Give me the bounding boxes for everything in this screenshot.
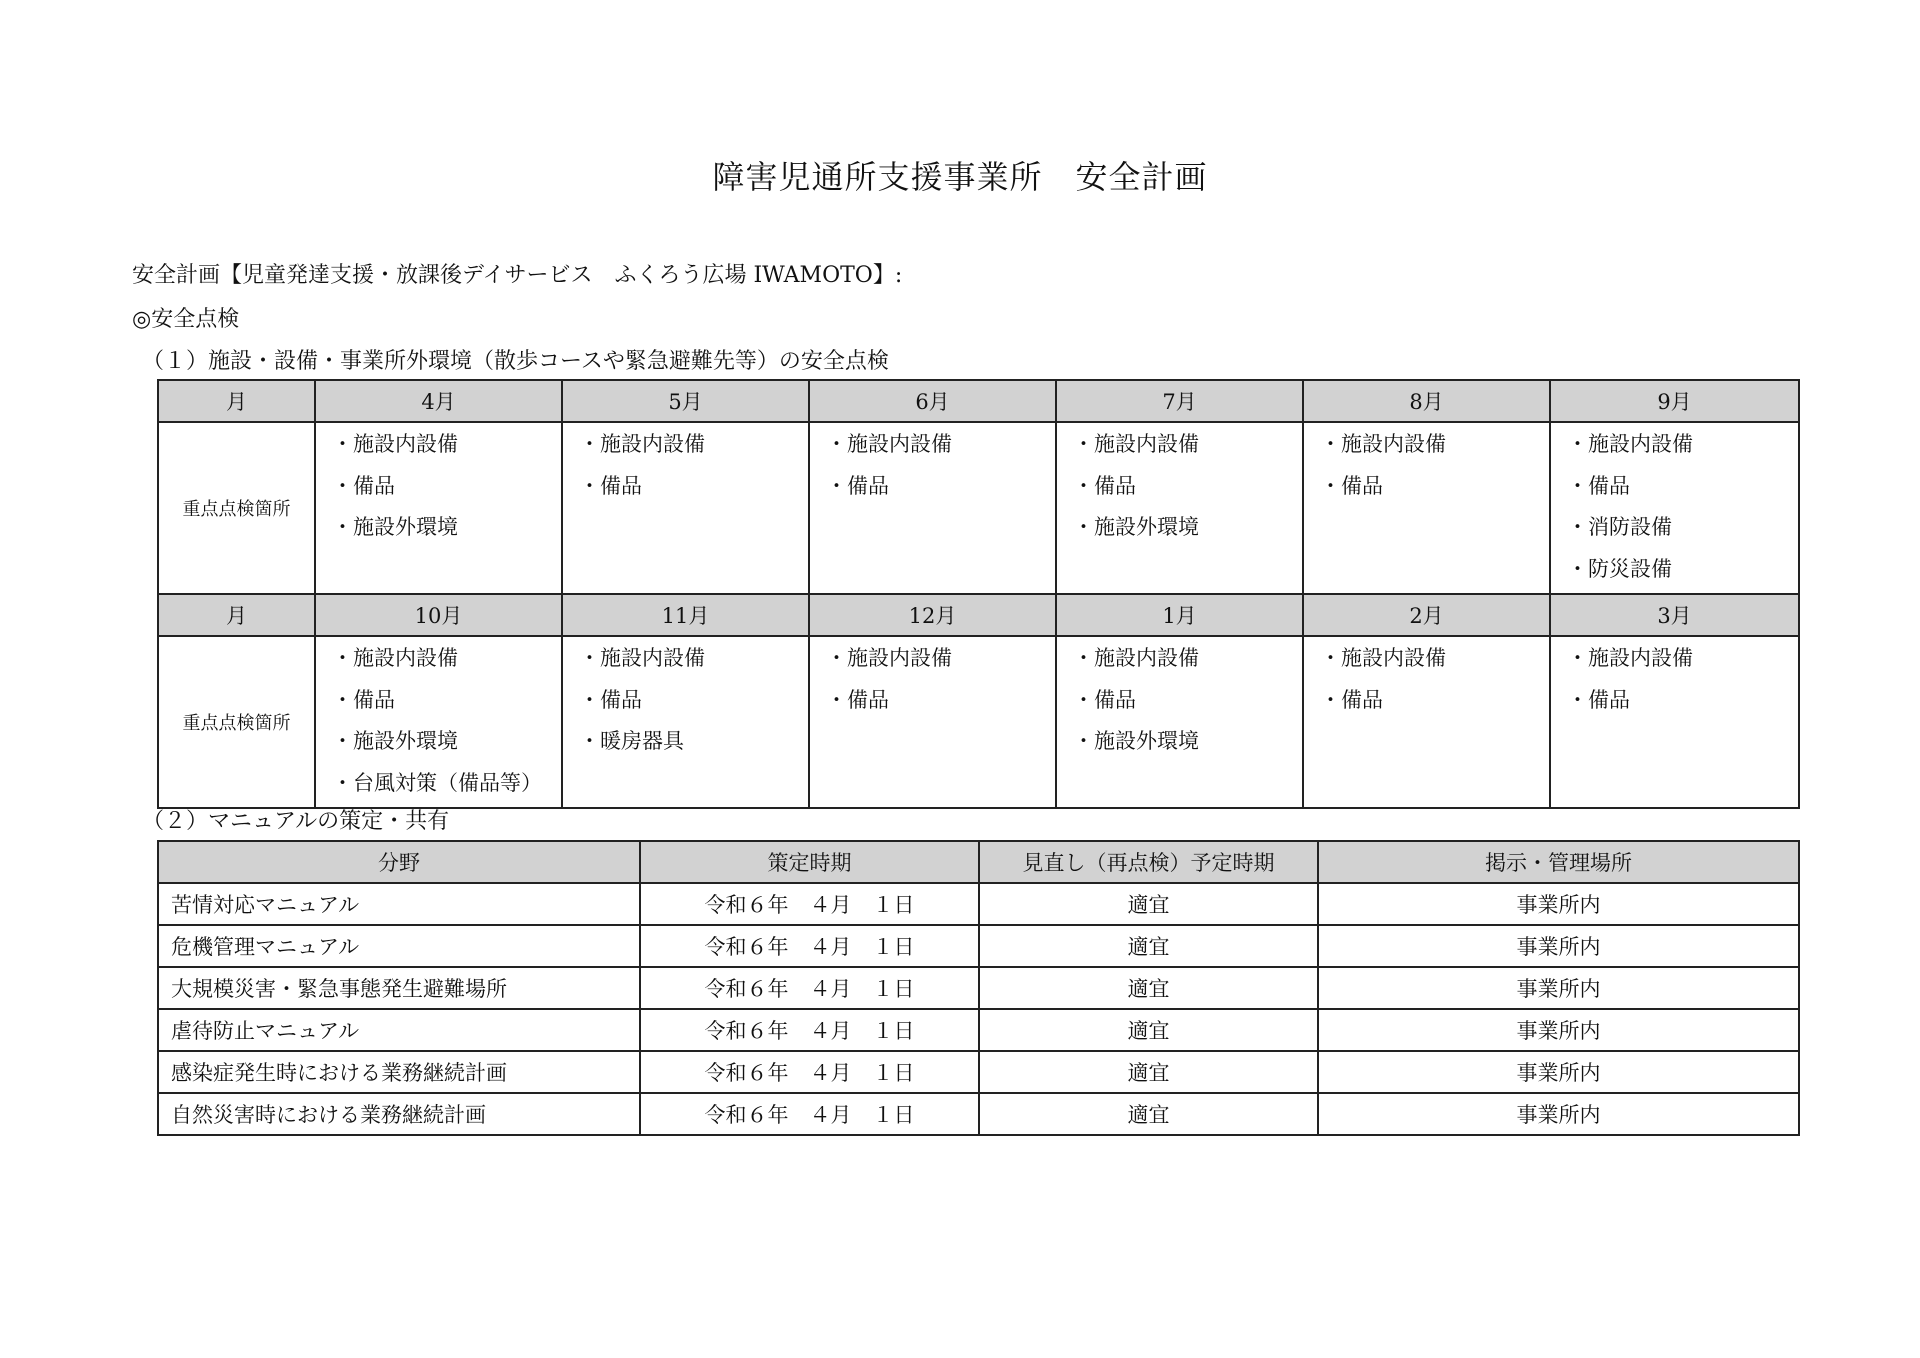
inspection-item: ・備品 [1073,473,1136,498]
month-cell: 9月 [1550,380,1799,422]
inspection-items-cell [315,636,562,808]
plan-heading: 安全計画【児童発達支援・放課後デイサービス ふくろう広場 IWAMOTO】: [132,263,903,288]
month-label-cell: 月 [158,594,315,636]
inspection-item: ・備品 [579,473,642,498]
manual-review-cell: 適宜 [979,967,1318,1009]
manual-review-cell: 適宜 [979,1009,1318,1051]
month-cell: 1月 [1056,594,1303,636]
month-header-row [158,594,1799,636]
month-label-cell: 月 [158,380,315,422]
inspection-item: ・備品 [826,473,889,498]
table-row [158,967,1799,1009]
month-cell: 3月 [1550,594,1799,636]
header-posting-location: 掲示・管理場所 [1318,841,1799,883]
table-row [158,1051,1799,1093]
inspection-items-cell [809,636,1056,808]
manual-field-cell: 感染症発生時における業務継続計画 [158,1051,640,1093]
inspection-item: ・施設外環境 [1073,515,1199,539]
manual-date-cell: 令和６年 ４月 １日 [640,1051,979,1093]
month-cell: 5月 [562,380,809,422]
month-cell: 8月 [1303,380,1550,422]
manual-date-cell: 令和６年 ４月 １日 [640,1009,979,1051]
inspection-items-cell [1303,422,1550,594]
inspection-item: ・備品 [826,687,889,712]
header-established-date: 策定時期 [640,841,979,883]
inspection-item: ・施設内設備 [1073,646,1199,670]
table-row [158,883,1799,925]
manual-review-cell: 適宜 [979,1051,1318,1093]
manual-location-cell: 事業所内 [1318,883,1799,925]
inspection-items-row [158,422,1799,594]
manual-review-cell: 適宜 [979,925,1318,967]
inspection-item: ・備品 [332,473,395,498]
month-cell: 4月 [315,380,562,422]
manual-review-cell: 適宜 [979,1093,1318,1135]
manual-field-cell: 危機管理マニュアル [158,925,640,967]
table-row [158,1009,1799,1051]
inspection-item: ・施設内設備 [1073,432,1199,456]
inspection-items-cell [1550,422,1799,594]
inspection-item: ・備品 [579,687,642,712]
manual-date-cell: 令和６年 ４月 １日 [640,967,979,1009]
inspection-item: ・施設内設備 [1567,432,1693,456]
manual-review-cell: 適宜 [979,883,1318,925]
month-cell: 10月 [315,594,562,636]
inspection-items-cell [809,422,1056,594]
manual-date-cell: 令和６年 ４月 １日 [640,925,979,967]
inspection-item: ・施設外環境 [332,515,458,539]
month-cell: 11月 [562,594,809,636]
table-row [158,925,1799,967]
manual-date-cell: 令和６年 ４月 １日 [640,1093,979,1135]
inspection-item: ・備品 [1320,687,1383,712]
inspection-items-cell [315,422,562,594]
inspection-item: ・施設内設備 [579,432,705,456]
manuals-header-row [158,841,1799,883]
inspection-item: ・施設内設備 [579,646,705,670]
inspection-item: ・暖房器具 [579,729,684,753]
inspection-items-cell [1056,422,1303,594]
inspection-item: ・施設内設備 [332,432,458,456]
month-cell: 2月 [1303,594,1550,636]
manual-field-cell: 大規模災害・緊急事態発生避難場所 [158,967,640,1009]
manual-location-cell: 事業所内 [1318,967,1799,1009]
inspection-item: ・備品 [1073,687,1136,712]
manual-field-cell: 虐待防止マニュアル [158,1009,640,1051]
inspection-schedule-table [157,379,1800,809]
inspection-item: ・備品 [1567,687,1630,712]
subsection-heading-manuals: （２）マニュアルの策定・共有 [142,809,450,834]
subsection-heading-facility-inspection: （１）施設・設備・事業所外環境（散歩コースや緊急避難先等）の安全点検 [142,349,889,374]
document-title: 障害児通所支援事業所 安全計画 [712,158,1208,196]
inspection-item: ・台風対策（備品等） [332,770,542,795]
inspection-item: ・備品 [1567,473,1630,498]
inspection-item: ・施設内設備 [1567,646,1693,670]
manuals-table [157,840,1800,1136]
inspection-items-cell [1303,636,1550,808]
section-heading-safety-inspection: ◎安全点検 [132,307,240,332]
inspection-points-label: 重点点検箇所 [158,636,315,808]
month-cell: 6月 [809,380,1056,422]
manual-field-cell: 自然災害時における業務継続計画 [158,1093,640,1135]
manual-location-cell: 事業所内 [1318,1093,1799,1135]
inspection-item: ・施設外環境 [332,729,458,753]
inspection-items-cell [1056,636,1303,808]
manual-location-cell: 事業所内 [1318,925,1799,967]
inspection-item: ・施設内設備 [826,432,952,456]
manual-location-cell: 事業所内 [1318,1051,1799,1093]
inspection-items-cell [562,636,809,808]
inspection-item: ・施設内設備 [1320,646,1446,670]
table-row [158,1093,1799,1135]
month-cell: 12月 [809,594,1056,636]
month-header-row [158,380,1799,422]
manual-date-cell: 令和６年 ４月 １日 [640,883,979,925]
inspection-item: ・消防設備 [1567,515,1672,539]
inspection-items-cell [562,422,809,594]
header-field: 分野 [158,841,640,883]
header-review-schedule: 見直し（再点検）予定時期 [979,841,1318,883]
inspection-item: ・備品 [1320,473,1383,498]
inspection-points-label: 重点点検箇所 [158,422,315,594]
inspection-item: ・防災設備 [1567,556,1672,581]
manual-field-cell: 苦情対応マニュアル [158,883,640,925]
inspection-item: ・備品 [332,687,395,712]
manual-location-cell: 事業所内 [1318,1009,1799,1051]
inspection-item: ・施設外環境 [1073,729,1199,753]
inspection-item: ・施設内設備 [332,646,458,670]
inspection-items-row [158,636,1799,808]
inspection-item: ・施設内設備 [1320,432,1446,456]
inspection-item: ・施設内設備 [826,646,952,670]
inspection-items-cell [1550,636,1799,808]
month-cell: 7月 [1056,380,1303,422]
